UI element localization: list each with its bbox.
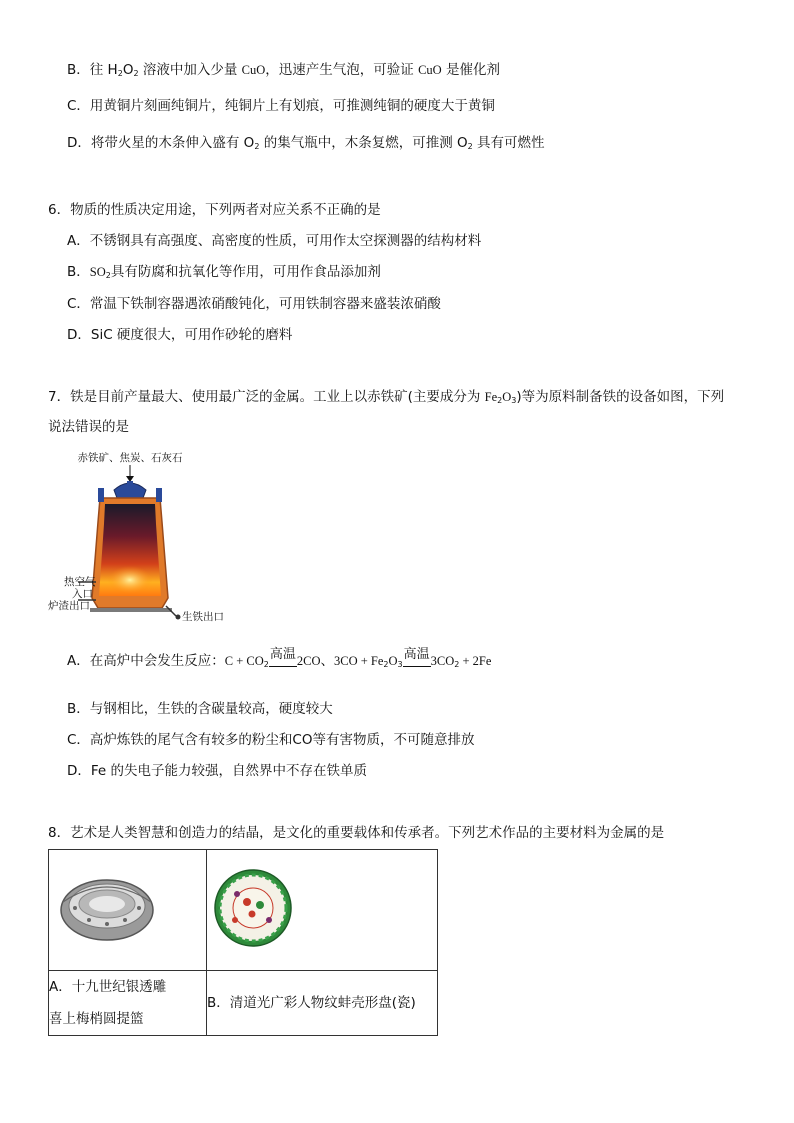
furnace-base (90, 608, 172, 612)
q6-option-c: C．常温下铁制容器遇浓硝酸钝化，可用铁制容器来盛装浓硝酸 (67, 296, 441, 312)
q6-option-d: D．SiC 硬度很大，可用作砂轮的磨料 (67, 327, 293, 343)
furnace-left-post (98, 488, 104, 502)
furnace-flame (108, 566, 152, 594)
q7-option-b: B．与钢相比，生铁的含碳量较高，硬度较大 (67, 701, 333, 717)
q8-option-a-label (49, 971, 207, 1036)
silver-basket-image (49, 850, 206, 966)
q5-option-d: D．将带火星的木条伸入盛有 $O_2$ 的集气瓶中，木条复燃，可推测 $O_2$ 具有可燃性 (67, 135, 545, 151)
q7-stem-line1: 7．铁是目前产量最大、使用最广泛的金属。工业上以赤铁矿(主要成分为 $Fe_2O_3$)等为原料制备铁的设备如图，下列 (48, 389, 725, 405)
q8-option-b-label: B．清道光广彩人物纹蚌壳形盘(瓷) (207, 971, 438, 1036)
porcelain-plate-image (207, 850, 437, 966)
reaction-condition-2: 高温 (403, 659, 431, 667)
furnace-right-post (156, 488, 162, 502)
hot-air-label-1: 热空气 (64, 577, 96, 588)
q8-options-table (48, 849, 438, 1036)
q6-stem: 6．物质的性质决定用途，下列两者对应关系不正确的是 (48, 202, 381, 218)
q6-option-a: A．不锈钢具有高强度、高密度的性质，可用作太空探测器的结构材料 (67, 233, 482, 249)
q8-image-cell-a (49, 850, 207, 971)
q7-option-c: C．高炉炼铁的尾气含有较多的粉尘和CO等有害物质，不可随意排放 (67, 732, 475, 748)
slag-outlet-label: 炉渣出口 (48, 601, 90, 612)
iron-outlet-label: 生铁出口 (182, 612, 224, 623)
q8-option-a-line1: A．十九世纪银透雕 (49, 979, 167, 995)
furnace-hopper-neck (127, 481, 133, 491)
iron-outlet-dot (176, 615, 181, 620)
q5-option-c: C．用黄铜片刻画纯铜片，纯铜片上有划痕，可推测纯铜的硬度大于黄铜 (67, 98, 495, 114)
q5-option-b: B．往 $H_2O_2$ 溶液中加入少量 CuO，迅速产生气泡，可验证 CuO 是催化剂 (67, 62, 500, 78)
furnace-top-label: 赤铁矿、焦炭、石灰石 (77, 453, 183, 464)
q7-stem-line2: 说法错误的是 (48, 419, 129, 435)
hot-air-label-2: 入口 (72, 589, 93, 600)
blast-furnace-diagram (48, 448, 248, 624)
q8-image-cell-b (207, 850, 438, 971)
reaction-condition-1: 高温 (269, 659, 297, 667)
q6-option-b: B．$SO_2$具有防腐和抗氧化等作用，可用作食品添加剂 (67, 264, 381, 280)
q7-option-d: D．Fe 的失电子能力较强，自然界中不存在铁单质 (67, 763, 368, 779)
q7-option-a: A．在高炉中会发生反应：$C + CO_2$ 高温 2CO、$3CO + Fe_2O_3$ 高温 $3CO_2 + 2Fe$ (67, 647, 492, 669)
q8-option-a-line2: 喜上梅梢圆提篮 (49, 1011, 144, 1027)
q8-stem: 8．艺术是人类智慧和创造力的结晶，是文化的重要载体和传承者。下列艺术作品的主要材料为金属的是 (48, 825, 665, 841)
